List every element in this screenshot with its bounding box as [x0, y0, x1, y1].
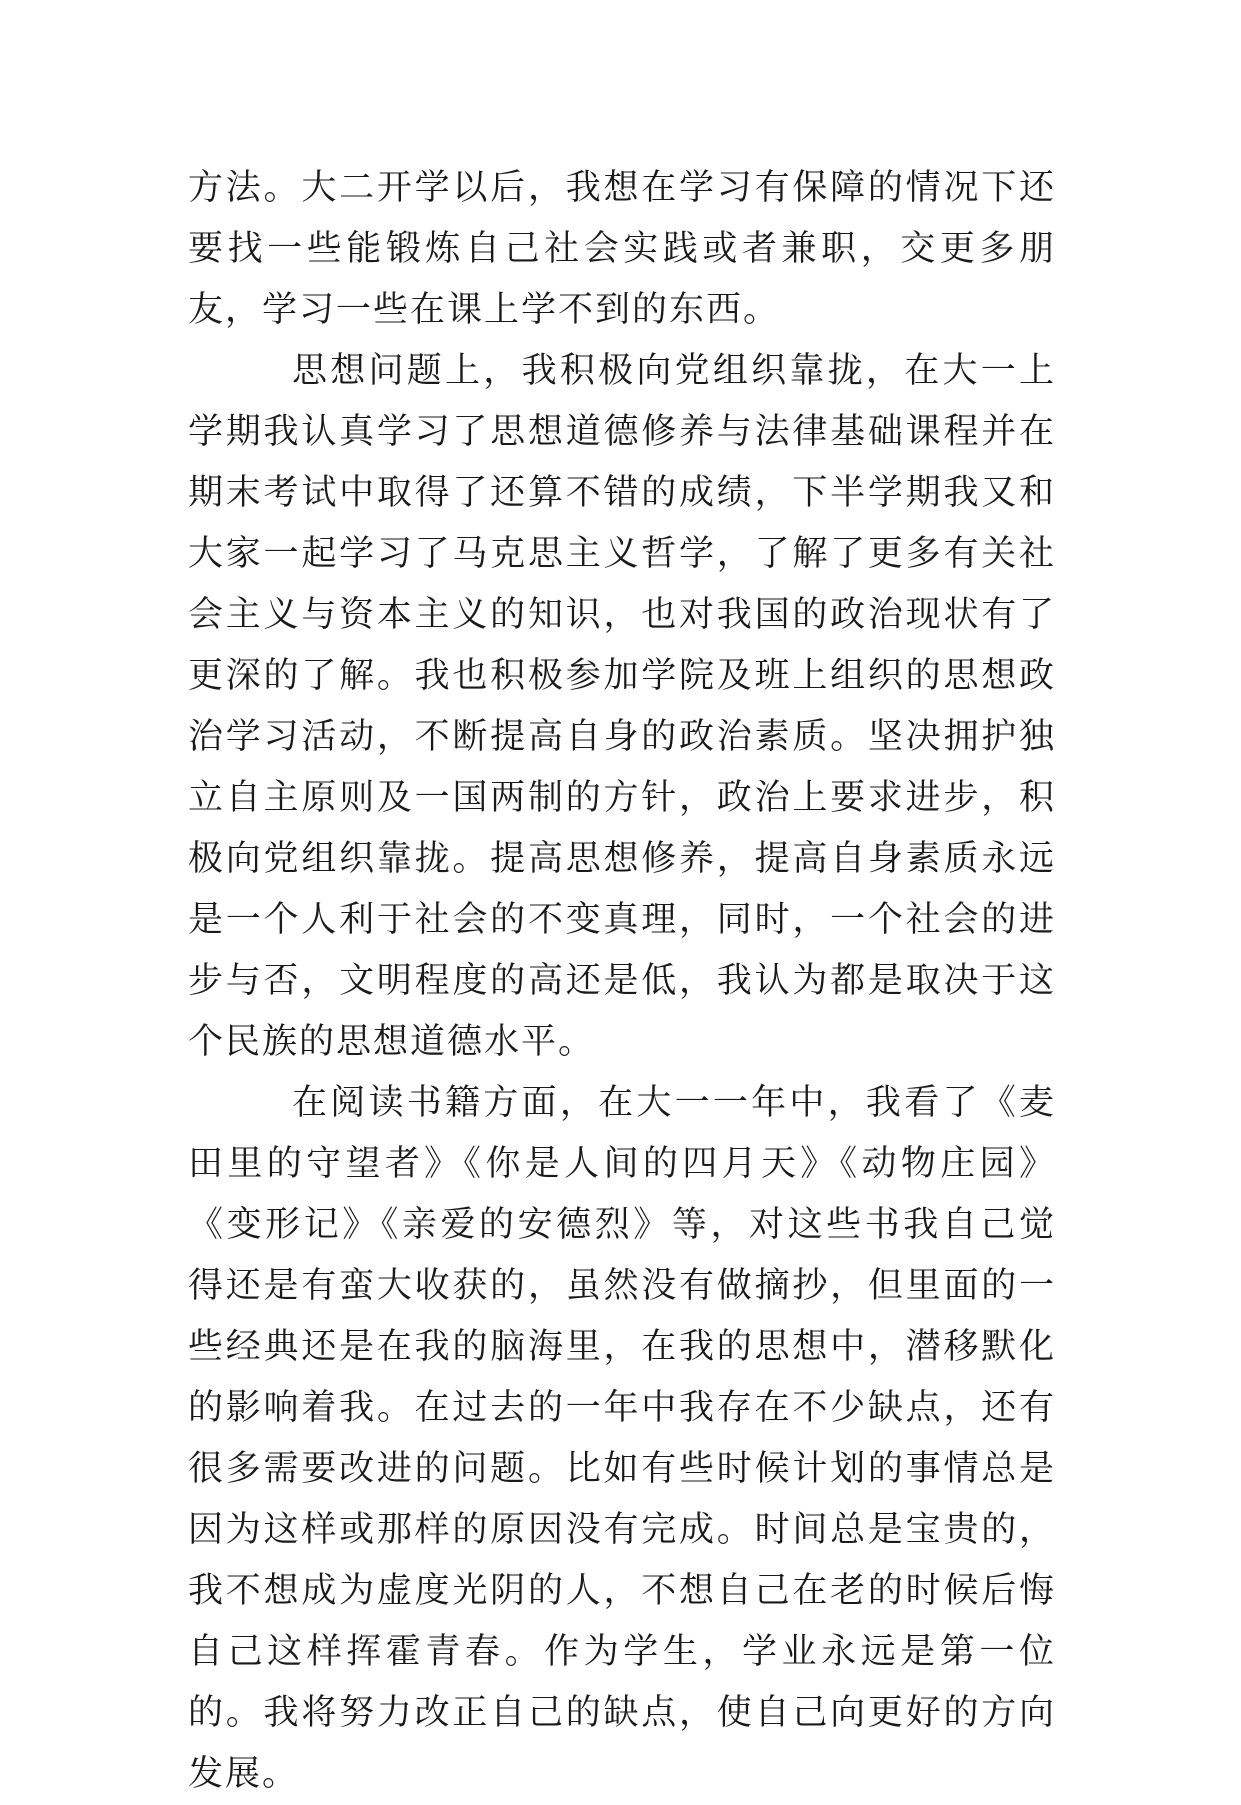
- paragraph-ideology: 思想问题上，我积极向党组织靠拢，在大一上学期我认真学习了思想道德修养与法律基础课程并在期末考试中取得了还算不错的成绩，下半学期我又和大家一起学习了马克思主义哲学，了解了更多有关社会主义与资本主义的知识，也对我国的政治现状有了更深的了解。我也积极参加学院及班上组织的思想政治学习活动，不断提高自身的政治素质。坚决拥护独立自主原则及一国两制的方针，政治上要求进步，积极向党组织靠拢。提高思想修养，提高自身素质永远是一个人利于社会的不变真理，同时，一个社会的进步与否，文明程度的高还是低，我认为都是取决于这个民族的思想道德水平。: [188, 351, 1056, 1062]
- paragraph-reading: 在阅读书籍方面，在大一一年中，我看了《麦田里的守望者》《你是人间的四月天》《动物庄园》《变形记》《亲爱的安德烈》等，对这些书我自己觉得还是有蛮大收获的，虽然没有做摘抄，但里面的一些经典还是在我的脑海里，在我的思想中，潜移默化的影响着我。在过去的一年中我存在不少缺点，还有很多需要改进的问题。比如有些时候计划的事情总是因为这样或那样的原因没有完成。时间总是宝贵的，我不想成为虚度光阴的人，不想自己在老的时候后悔自己这样挥霍青春。作为学生，学业永远是第一位的。我将努力改正自己的缺点，使自己向更好的方向发展。: [188, 1083, 1056, 1794]
- document-body: [188, 158, 1056, 1805]
- paragraph-continuation: 方法。大二开学以后，我想在学习有保障的情况下还要找一些能锻炼自己社会实践或者兼职，交更多朋友，学习一些在课上学不到的东西。: [188, 168, 1056, 330]
